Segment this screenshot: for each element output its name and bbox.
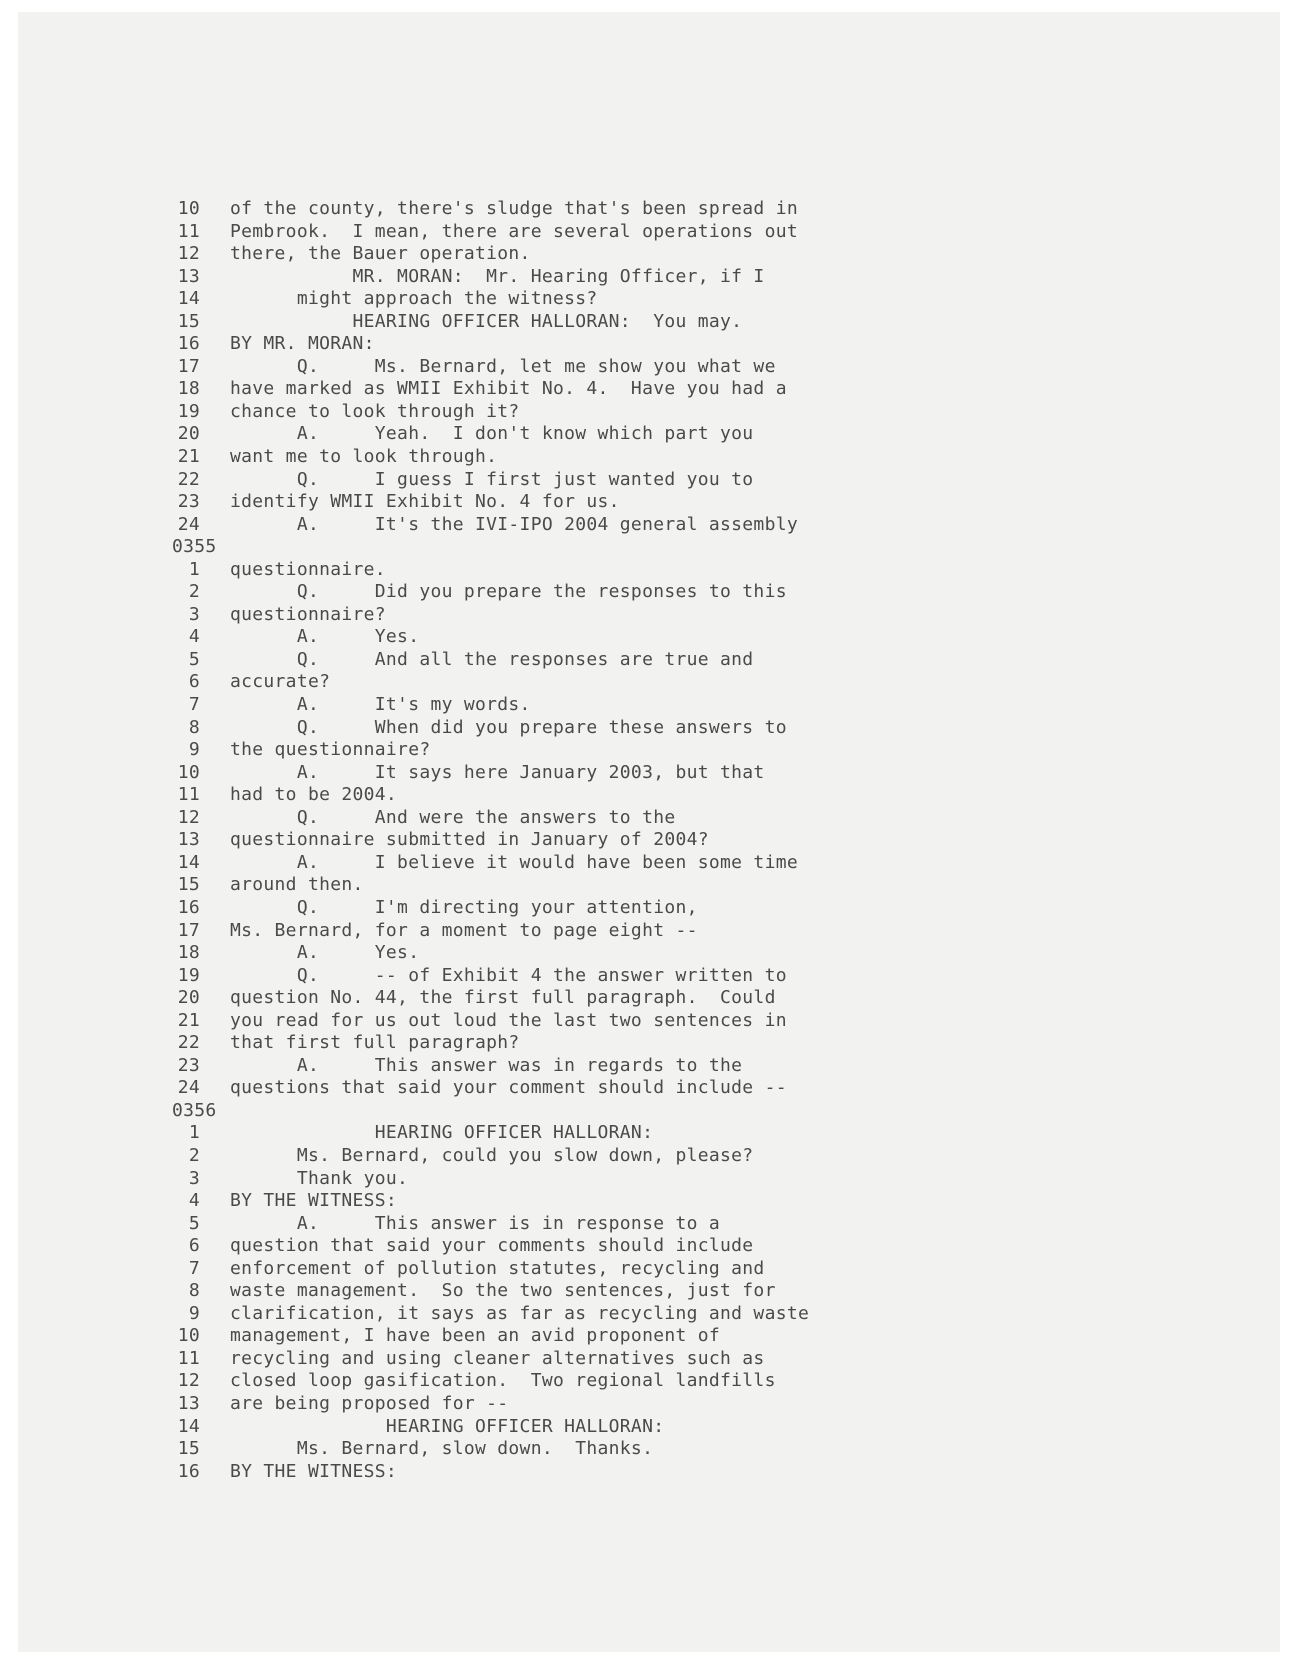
transcript-line bbox=[172, 671, 892, 694]
line-number: 10 bbox=[177, 1325, 200, 1347]
line-text: that first full paragraph? bbox=[230, 1032, 520, 1054]
transcript-body bbox=[172, 198, 892, 1483]
line-number: 4 bbox=[188, 626, 200, 648]
line-text: had to be 2004. bbox=[230, 784, 398, 806]
line-number: 14 bbox=[177, 288, 200, 310]
transcript-line bbox=[172, 784, 892, 807]
line-number: 10 bbox=[177, 761, 200, 783]
line-text: closed loop gasification. Two regional landfills bbox=[230, 1370, 776, 1392]
line-number: 1 bbox=[188, 1122, 200, 1144]
transcript-line bbox=[172, 491, 892, 514]
line-number: 4 bbox=[188, 1190, 200, 1212]
line-text: the questionnaire? bbox=[230, 739, 431, 761]
line-number: 18 bbox=[177, 378, 200, 400]
line-number: 13 bbox=[177, 265, 200, 287]
transcript-line bbox=[172, 739, 892, 762]
line-text: HEARING OFFICER HALLORAN: bbox=[230, 1415, 665, 1437]
transcript-line bbox=[172, 829, 892, 852]
line-text: question that said your comments should include bbox=[230, 1235, 754, 1257]
transcript-line bbox=[172, 378, 892, 401]
transcript-line bbox=[172, 717, 892, 740]
line-text: Thank you. bbox=[230, 1167, 409, 1189]
line-text: questions that said your comment should include -- bbox=[230, 1077, 787, 1099]
line-text: A. Yes. bbox=[230, 626, 420, 648]
line-number: 16 bbox=[177, 1460, 200, 1482]
transcript-line bbox=[172, 807, 892, 830]
transcript-line bbox=[172, 604, 892, 627]
line-number: 11 bbox=[177, 220, 200, 242]
line-number: 22 bbox=[177, 1032, 200, 1054]
transcript-line bbox=[172, 852, 892, 875]
line-number: 13 bbox=[177, 1392, 200, 1414]
line-text: A. It's the IVI-IPO 2004 general assembly bbox=[230, 513, 798, 535]
line-number: 16 bbox=[177, 896, 200, 918]
line-number: 23 bbox=[177, 1054, 200, 1076]
line-text: you read for us out loud the last two sentences in bbox=[230, 1009, 787, 1031]
transcript-line bbox=[172, 1370, 892, 1393]
line-number: 7 bbox=[188, 1257, 200, 1279]
line-number: 12 bbox=[177, 243, 200, 265]
line-number: 16 bbox=[177, 333, 200, 355]
line-number: 5 bbox=[188, 1212, 200, 1234]
line-text: want me to look through. bbox=[230, 446, 498, 468]
transcript-line bbox=[172, 897, 892, 920]
transcript-line bbox=[172, 581, 892, 604]
transcript-line bbox=[172, 1325, 892, 1348]
line-number: 3 bbox=[188, 1167, 200, 1189]
line-number: 15 bbox=[177, 310, 200, 332]
line-number: 19 bbox=[177, 964, 200, 986]
line-number: 11 bbox=[177, 784, 200, 806]
line-number: 17 bbox=[177, 355, 200, 377]
transcript-line bbox=[172, 514, 892, 537]
line-number: 6 bbox=[188, 1235, 200, 1257]
transcript-line bbox=[172, 446, 892, 469]
line-text: Q. I'm directing your attention, bbox=[230, 896, 698, 918]
line-number: 5 bbox=[188, 648, 200, 670]
line-text: Pembrook. I mean, there are several operations out bbox=[230, 220, 798, 242]
line-text: A. It's my words. bbox=[230, 694, 531, 716]
line-text: Q. I guess I first just wanted you to bbox=[230, 468, 754, 490]
transcript-line bbox=[172, 1077, 892, 1100]
line-text: A. Yeah. I don't know which part you bbox=[230, 423, 754, 445]
line-number: 1 bbox=[188, 558, 200, 580]
line-text: question No. 44, the first full paragraph. Could bbox=[230, 987, 776, 1009]
line-number: 23 bbox=[177, 491, 200, 513]
transcript-line bbox=[172, 311, 892, 334]
transcript-line bbox=[172, 1213, 892, 1236]
page-number-marker bbox=[172, 536, 892, 559]
transcript-line bbox=[172, 1055, 892, 1078]
line-number: 12 bbox=[177, 1370, 200, 1392]
transcript-line bbox=[172, 266, 892, 289]
line-number: 20 bbox=[177, 987, 200, 1009]
transcript-line bbox=[172, 401, 892, 424]
transcript-line bbox=[172, 942, 892, 965]
line-number: 22 bbox=[177, 468, 200, 490]
line-number: 20 bbox=[177, 423, 200, 445]
transcript-line bbox=[172, 1438, 892, 1461]
line-text: questionnaire? bbox=[230, 603, 386, 625]
line-text: A. This answer was in regards to the bbox=[230, 1054, 743, 1076]
line-number: 13 bbox=[177, 829, 200, 851]
transcript-line bbox=[172, 965, 892, 988]
line-text: waste management. So the two sentences, just for bbox=[230, 1280, 776, 1302]
line-number: 15 bbox=[177, 874, 200, 896]
line-number: 3 bbox=[188, 603, 200, 625]
line-text: management, I have been an avid proponent of bbox=[230, 1325, 721, 1347]
page-number-marker bbox=[172, 1100, 892, 1123]
transcript-line bbox=[172, 1258, 892, 1281]
transcript-line bbox=[172, 1168, 892, 1191]
line-text: recycling and using cleaner alternatives such as bbox=[230, 1347, 765, 1369]
line-text: there, the Bauer operation. bbox=[230, 243, 531, 265]
page-number: 0355 bbox=[172, 536, 217, 558]
line-text: might approach the witness? bbox=[230, 288, 598, 310]
line-number: 14 bbox=[177, 851, 200, 873]
line-number: 24 bbox=[177, 1077, 200, 1099]
transcript-line bbox=[172, 1280, 892, 1303]
transcript-line bbox=[172, 1122, 892, 1145]
line-text: Q. Did you prepare the responses to this bbox=[230, 581, 787, 603]
transcript-line bbox=[172, 1032, 892, 1055]
line-text: A. I believe it would have been some time bbox=[230, 851, 798, 873]
line-text: of the county, there's sludge that's been spread in bbox=[230, 198, 798, 219]
line-number: 7 bbox=[188, 694, 200, 716]
transcript-line bbox=[172, 288, 892, 311]
transcript-line bbox=[172, 1190, 892, 1213]
line-number: 15 bbox=[177, 1438, 200, 1460]
transcript-line bbox=[172, 1461, 892, 1484]
line-text: MR. MORAN: Mr. Hearing Officer, if I bbox=[230, 265, 765, 287]
line-text: HEARING OFFICER HALLORAN: You may. bbox=[230, 310, 743, 332]
line-number: 6 bbox=[188, 671, 200, 693]
transcript-line bbox=[172, 1416, 892, 1439]
transcript-line bbox=[172, 1145, 892, 1168]
line-text: Q. And were the answers to the bbox=[230, 806, 676, 828]
page-number: 0356 bbox=[172, 1099, 217, 1121]
transcript-line bbox=[172, 198, 892, 221]
line-number: 18 bbox=[177, 942, 200, 964]
transcript-line bbox=[172, 1010, 892, 1033]
scanned-page bbox=[18, 12, 1280, 1652]
line-number: 19 bbox=[177, 400, 200, 422]
line-text: A. Yes. bbox=[230, 942, 420, 964]
line-text: Q. Ms. Bernard, let me show you what we bbox=[230, 355, 776, 377]
transcript-line bbox=[172, 694, 892, 717]
transcript-line bbox=[172, 333, 892, 356]
line-text: chance to look through it? bbox=[230, 400, 520, 422]
line-text: BY THE WITNESS: bbox=[230, 1190, 398, 1212]
line-number: 14 bbox=[177, 1415, 200, 1437]
transcript-line bbox=[172, 221, 892, 244]
transcript-line bbox=[172, 649, 892, 672]
line-text: A. It says here January 2003, but that bbox=[230, 761, 765, 783]
line-number: 2 bbox=[188, 581, 200, 603]
transcript-line bbox=[172, 356, 892, 379]
line-text: Q. When did you prepare these answers to bbox=[230, 716, 787, 738]
line-number: 24 bbox=[177, 513, 200, 535]
line-number: 10 bbox=[177, 198, 200, 219]
line-text: are being proposed for -- bbox=[230, 1392, 509, 1414]
line-number: 8 bbox=[188, 716, 200, 738]
line-number: 9 bbox=[188, 1302, 200, 1324]
transcript-line bbox=[172, 987, 892, 1010]
line-text: enforcement of pollution statutes, recycling and bbox=[230, 1257, 765, 1279]
line-text: questionnaire. bbox=[230, 558, 386, 580]
line-text: accurate? bbox=[230, 671, 331, 693]
line-number: 21 bbox=[177, 446, 200, 468]
line-text: A. This answer is in response to a bbox=[230, 1212, 721, 1234]
line-text: have marked as WMII Exhibit No. 4. Have you had a bbox=[230, 378, 787, 400]
transcript-line bbox=[172, 762, 892, 785]
transcript-line bbox=[172, 1393, 892, 1416]
line-text: BY THE WITNESS: bbox=[230, 1460, 398, 1482]
line-text: identify WMII Exhibit No. 4 for us. bbox=[230, 491, 620, 513]
line-number: 8 bbox=[188, 1280, 200, 1302]
line-text: Ms. Bernard, could you slow down, please? bbox=[230, 1144, 754, 1166]
line-text: Ms. Bernard, slow down. Thanks. bbox=[230, 1438, 654, 1460]
line-number: 9 bbox=[188, 739, 200, 761]
line-text: questionnaire submitted in January of 2004? bbox=[230, 829, 709, 851]
transcript-line bbox=[172, 559, 892, 582]
line-number: 17 bbox=[177, 919, 200, 941]
transcript-line bbox=[172, 1303, 892, 1326]
line-text: clarification, it says as far as recycling and waste bbox=[230, 1302, 810, 1324]
transcript-line bbox=[172, 626, 892, 649]
line-number: 12 bbox=[177, 806, 200, 828]
transcript-line bbox=[172, 243, 892, 266]
transcript-line bbox=[172, 874, 892, 897]
line-text: around then. bbox=[230, 874, 364, 896]
line-text: HEARING OFFICER HALLORAN: bbox=[230, 1122, 654, 1144]
line-text: Ms. Bernard, for a moment to page eight -- bbox=[230, 919, 698, 941]
line-text: BY MR. MORAN: bbox=[230, 333, 375, 355]
line-number: 11 bbox=[177, 1347, 200, 1369]
line-text: Q. -- of Exhibit 4 the answer written to bbox=[230, 964, 787, 986]
transcript-line bbox=[172, 920, 892, 943]
line-number: 2 bbox=[188, 1144, 200, 1166]
transcript-line bbox=[172, 469, 892, 492]
transcript-line bbox=[172, 423, 892, 446]
transcript-line bbox=[172, 1235, 892, 1258]
line-number: 21 bbox=[177, 1009, 200, 1031]
line-text: Q. And all the responses are true and bbox=[230, 648, 754, 670]
transcript-line bbox=[172, 1348, 892, 1371]
